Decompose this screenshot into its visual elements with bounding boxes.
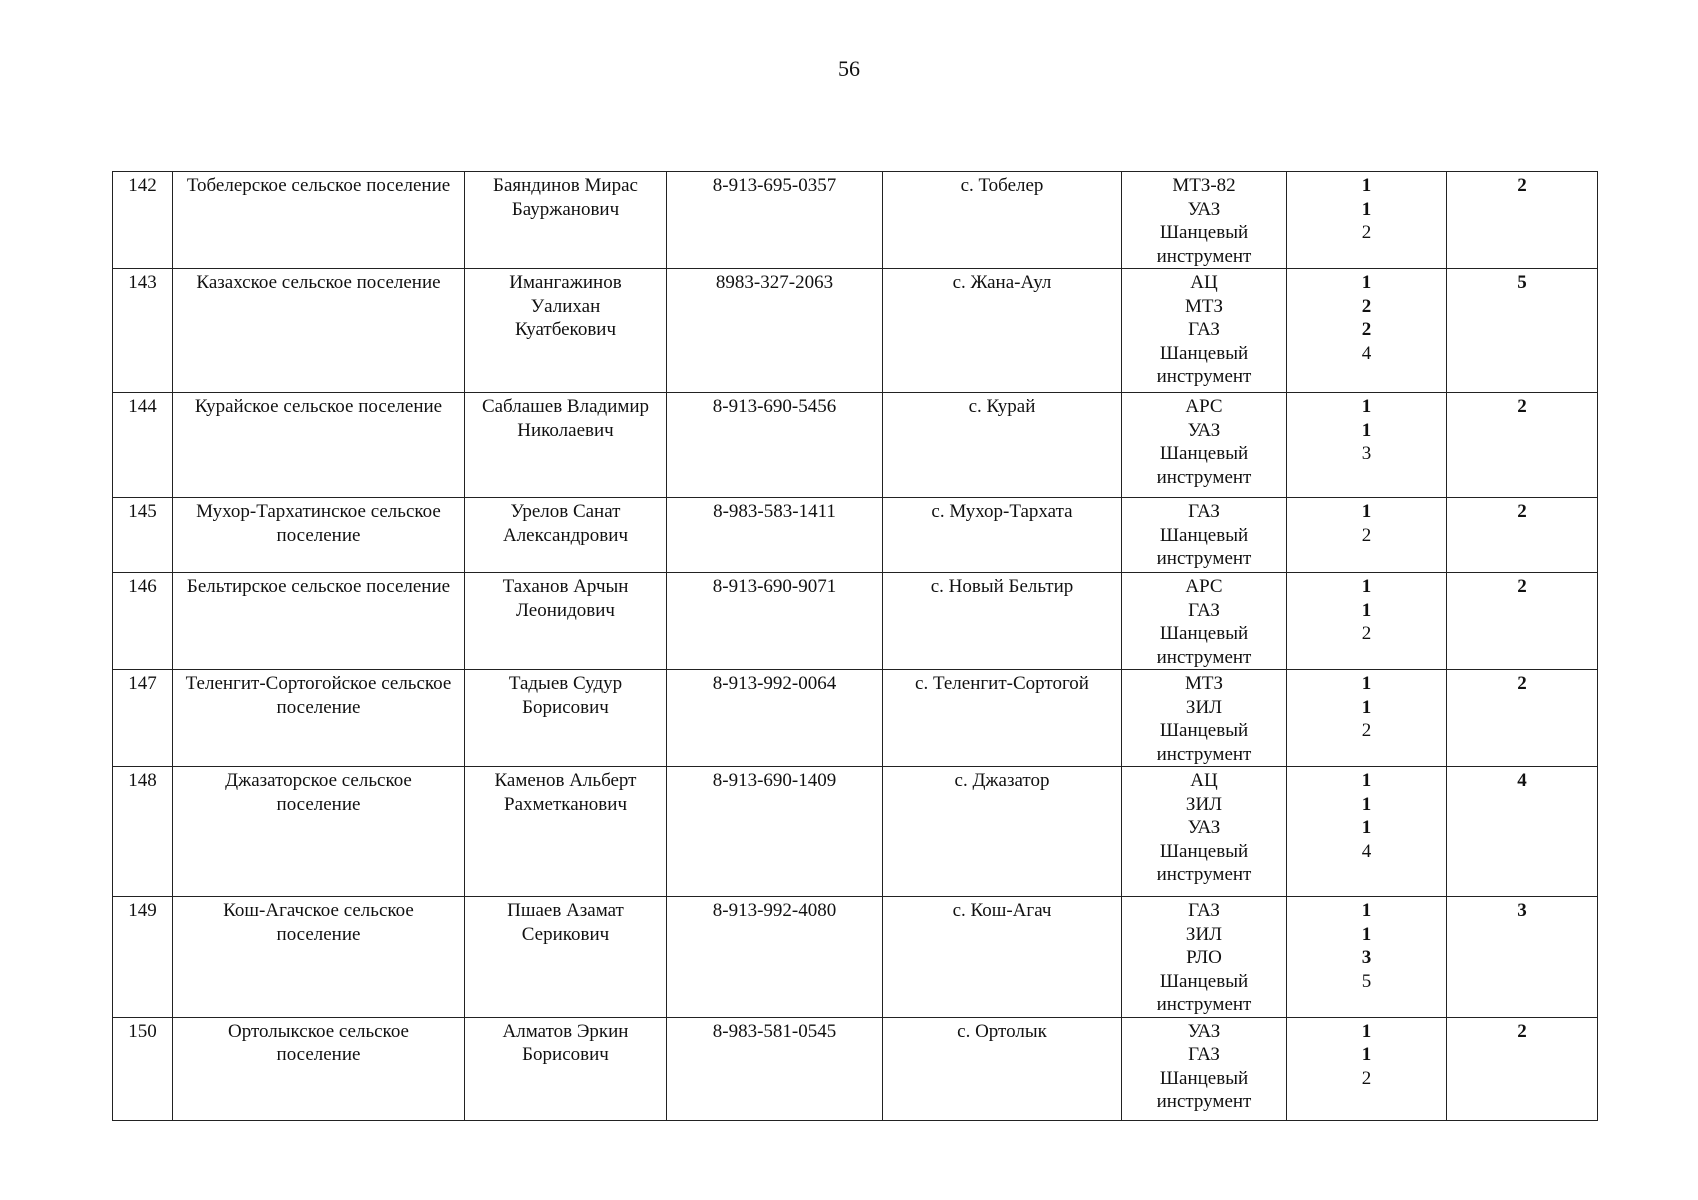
row-number: 147 bbox=[113, 670, 173, 767]
total-count: 2 bbox=[1447, 393, 1598, 498]
village-name: с. Курай bbox=[883, 393, 1122, 498]
table-row bbox=[113, 498, 1598, 573]
quantity-item: 2 bbox=[1361, 720, 1372, 741]
phone-number: 8-983-583-1411 bbox=[667, 498, 883, 573]
table-row bbox=[113, 767, 1598, 897]
total-count: 2 bbox=[1447, 172, 1598, 269]
settlement-name: Курайское сельское поселение bbox=[173, 393, 465, 498]
quantity-item: 5 bbox=[1361, 970, 1372, 992]
equipment-item: ЗИЛ bbox=[1185, 793, 1223, 815]
village-name: с. Джазатор bbox=[883, 767, 1122, 897]
quantity-item: 2 bbox=[1361, 295, 1372, 317]
phone-number: 8-913-992-0064 bbox=[667, 670, 883, 767]
quantity-item: 1 bbox=[1361, 396, 1372, 417]
equipment-item: УАЗ bbox=[1187, 817, 1221, 838]
equipment-item: УАЗ bbox=[1187, 419, 1221, 441]
phone-number: 8-913-690-9071 bbox=[667, 573, 883, 670]
equipment-item: инструмент bbox=[1156, 366, 1252, 387]
quantity-item: 1 bbox=[1361, 1020, 1372, 1042]
quantity-item: 3 bbox=[1361, 443, 1372, 464]
equipment-item: инструмент bbox=[1156, 646, 1252, 668]
head-name: Таханов Арчын Леонидович bbox=[465, 573, 667, 670]
equipment-item: АЦ bbox=[1190, 770, 1218, 791]
table-row bbox=[113, 393, 1598, 498]
total-count: 2 bbox=[1447, 670, 1598, 767]
quantity-list bbox=[1287, 897, 1447, 1018]
quantity-list bbox=[1287, 498, 1447, 573]
equipment-item: ГАЗ bbox=[1188, 319, 1220, 340]
quantity-item: 1 bbox=[1361, 198, 1372, 220]
quantity-item: 1 bbox=[1361, 501, 1372, 522]
total-count: 3 bbox=[1447, 897, 1598, 1018]
equipment-item: АЦ bbox=[1190, 272, 1218, 293]
quantity-item: 2 bbox=[1361, 319, 1372, 340]
quantity-list bbox=[1287, 269, 1447, 393]
village-name: с. Жана-Аул bbox=[883, 269, 1122, 393]
head-name: Каменов Альберт Рахметканович bbox=[465, 767, 667, 897]
equipment-item: Шанцевый bbox=[1159, 222, 1249, 243]
quantity-item: 1 bbox=[1361, 1044, 1372, 1065]
quantity-list bbox=[1287, 573, 1447, 670]
equipment-item: Шанцевый bbox=[1159, 840, 1249, 862]
equipment-item: АРС bbox=[1185, 396, 1223, 417]
row-number: 149 bbox=[113, 897, 173, 1018]
phone-number: 8-913-992-4080 bbox=[667, 897, 883, 1018]
equipment-list bbox=[1122, 573, 1287, 670]
table-row bbox=[113, 573, 1598, 670]
total-count: 4 bbox=[1447, 767, 1598, 897]
equipment-item: МТЗ bbox=[1184, 673, 1224, 694]
quantity-item: 2 bbox=[1361, 524, 1372, 546]
settlement-equipment-table bbox=[112, 171, 1598, 1121]
quantity-item: 3 bbox=[1361, 947, 1372, 968]
village-name: с. Мухор-Тархата bbox=[883, 498, 1122, 573]
quantity-list bbox=[1287, 393, 1447, 498]
quantity-item: 1 bbox=[1361, 419, 1372, 441]
equipment-item: инструмент bbox=[1156, 743, 1252, 765]
village-name: с. Ортолык bbox=[883, 1017, 1122, 1120]
head-name: Саблашев Владимир Николаевич bbox=[465, 393, 667, 498]
equipment-item: МТЗ-82 bbox=[1172, 175, 1236, 196]
quantity-item: 1 bbox=[1361, 696, 1372, 718]
equipment-item: инструмент bbox=[1156, 864, 1252, 885]
village-name: с. Теленгит-Сортогой bbox=[883, 670, 1122, 767]
quantity-list bbox=[1287, 670, 1447, 767]
quantity-item: 1 bbox=[1361, 673, 1372, 694]
quantity-item: 1 bbox=[1361, 793, 1372, 815]
equipment-item: РЛО bbox=[1186, 947, 1222, 968]
equipment-list bbox=[1122, 670, 1287, 767]
equipment-item: инструмент bbox=[1156, 245, 1252, 267]
quantity-list bbox=[1287, 767, 1447, 897]
quantity-item: 4 bbox=[1361, 840, 1372, 862]
equipment-list bbox=[1122, 1017, 1287, 1120]
equipment-list bbox=[1122, 393, 1287, 498]
head-name: Алматов Эркин Борисович bbox=[465, 1017, 667, 1120]
head-name: Имангажинов Уалихан Куатбекович bbox=[465, 269, 667, 393]
row-number: 143 bbox=[113, 269, 173, 393]
equipment-list bbox=[1122, 897, 1287, 1018]
phone-number: 8-913-690-1409 bbox=[667, 767, 883, 897]
equipment-list bbox=[1122, 767, 1287, 897]
equipment-list bbox=[1122, 172, 1287, 269]
quantity-item: 1 bbox=[1361, 923, 1372, 945]
quantity-item: 1 bbox=[1361, 599, 1372, 621]
equipment-item: Шанцевый bbox=[1159, 970, 1249, 992]
equipment-item: инструмент bbox=[1156, 1091, 1252, 1112]
equipment-item: Шанцевый bbox=[1159, 342, 1249, 364]
equipment-item: Шанцевый bbox=[1159, 1067, 1249, 1089]
row-number: 146 bbox=[113, 573, 173, 670]
settlement-name: Бельтирское сельское поселение bbox=[173, 573, 465, 670]
quantity-item: 2 bbox=[1361, 222, 1372, 243]
equipment-item: ЗИЛ bbox=[1185, 923, 1223, 945]
quantity-item: 1 bbox=[1361, 272, 1372, 293]
row-number: 145 bbox=[113, 498, 173, 573]
table-row bbox=[113, 269, 1598, 393]
equipment-item: УАЗ bbox=[1187, 1020, 1221, 1042]
head-name: Баяндинов Мирас Бауржанович bbox=[465, 172, 667, 269]
quantity-item: 1 bbox=[1361, 770, 1372, 791]
equipment-item: Шанцевый bbox=[1159, 720, 1249, 741]
equipment-item: ЗИЛ bbox=[1185, 696, 1223, 718]
equipment-item: ГАЗ bbox=[1188, 599, 1220, 621]
quantity-list bbox=[1287, 1017, 1447, 1120]
table-row bbox=[113, 670, 1598, 767]
equipment-item: ГАЗ bbox=[1188, 1044, 1220, 1065]
village-name: с. Новый Бельтир bbox=[883, 573, 1122, 670]
quantity-item: 1 bbox=[1361, 817, 1372, 838]
table-row bbox=[113, 897, 1598, 1018]
phone-number: 8-983-581-0545 bbox=[667, 1017, 883, 1120]
row-number: 142 bbox=[113, 172, 173, 269]
equipment-item: ГАЗ bbox=[1188, 501, 1220, 522]
row-number: 148 bbox=[113, 767, 173, 897]
equipment-item: инструмент bbox=[1156, 994, 1252, 1015]
settlement-name: Мухор-Тархатинское сельское поселение bbox=[173, 498, 465, 573]
settlement-name: Казахское сельское поселение bbox=[173, 269, 465, 393]
quantity-item: 2 bbox=[1361, 623, 1372, 644]
equipment-item: Шанцевый bbox=[1159, 623, 1249, 644]
table-row bbox=[113, 172, 1598, 269]
phone-number: 8-913-690-5456 bbox=[667, 393, 883, 498]
equipment-list bbox=[1122, 498, 1287, 573]
row-number: 150 bbox=[113, 1017, 173, 1120]
equipment-item: ГАЗ bbox=[1188, 900, 1220, 921]
equipment-item: АРС bbox=[1185, 576, 1223, 597]
page-number: 56 bbox=[838, 56, 860, 81]
settlement-name: Джазаторское сельское поселение bbox=[173, 767, 465, 897]
total-count: 2 bbox=[1447, 1017, 1598, 1120]
equipment-item: инструмент bbox=[1156, 548, 1252, 569]
quantity-item: 4 bbox=[1361, 342, 1372, 364]
head-name: Урелов Санат Александрович bbox=[465, 498, 667, 573]
phone-number: 8-913-695-0357 bbox=[667, 172, 883, 269]
settlement-name: Теленгит-Сортогойское сельское поселение bbox=[173, 670, 465, 767]
head-name: Пшаев Азамат Серикович bbox=[465, 897, 667, 1018]
equipment-list bbox=[1122, 269, 1287, 393]
table-row bbox=[113, 1017, 1598, 1120]
equipment-item: Шанцевый bbox=[1159, 443, 1249, 464]
equipment-item: МТЗ bbox=[1184, 295, 1224, 317]
equipment-item: Шанцевый bbox=[1159, 524, 1249, 546]
quantity-item: 2 bbox=[1361, 1067, 1372, 1089]
settlement-name: Ортолыкское сельское поселение bbox=[173, 1017, 465, 1120]
quantity-list bbox=[1287, 172, 1447, 269]
total-count: 2 bbox=[1447, 498, 1598, 573]
equipment-item: инструмент bbox=[1156, 466, 1252, 488]
table-body bbox=[113, 172, 1598, 1121]
village-name: с. Тобелер bbox=[883, 172, 1122, 269]
head-name: Тадыев Судур Борисович bbox=[465, 670, 667, 767]
village-name: с. Кош-Агач bbox=[883, 897, 1122, 1018]
total-count: 5 bbox=[1447, 269, 1598, 393]
quantity-item: 1 bbox=[1361, 576, 1372, 597]
quantity-item: 1 bbox=[1361, 175, 1372, 196]
settlement-name: Кош-Агачское сельское поселение bbox=[173, 897, 465, 1018]
quantity-item: 1 bbox=[1361, 900, 1372, 921]
row-number: 144 bbox=[113, 393, 173, 498]
settlement-name: Тобелерское сельское поселение bbox=[173, 172, 465, 269]
phone-number: 8983-327-2063 bbox=[667, 269, 883, 393]
total-count: 2 bbox=[1447, 573, 1598, 670]
equipment-item: УАЗ bbox=[1187, 198, 1221, 220]
